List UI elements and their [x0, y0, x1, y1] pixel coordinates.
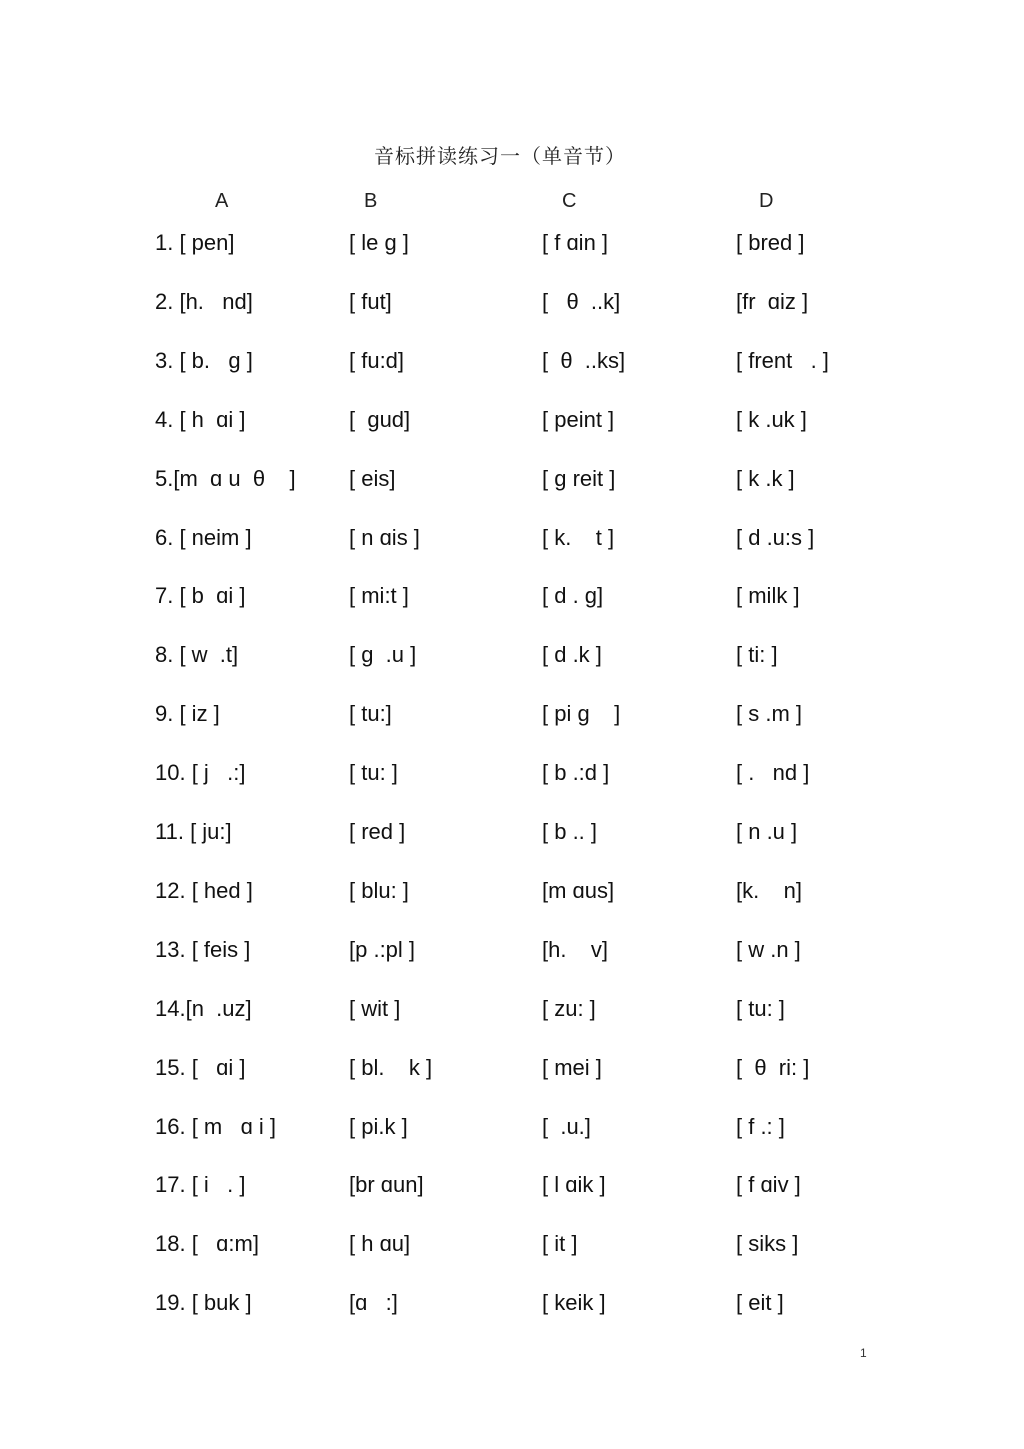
table-row [0, 466, 1024, 506]
cell-d: [ milk ] [736, 583, 800, 608]
table-row [0, 1055, 1024, 1095]
cell-b: [ ɡ .u ] [349, 642, 417, 667]
cell-b: [p .:pl ] [349, 937, 416, 962]
table-row [0, 1231, 1024, 1271]
table-row [0, 642, 1024, 682]
cell-b: [ fu:d] [349, 348, 405, 373]
cell-a: 15. [ ɑi ] [155, 1055, 246, 1080]
table-row [0, 230, 1024, 270]
cell-a: 14.[n .uz] [155, 996, 252, 1021]
cell-d: [ k .k ] [736, 466, 795, 491]
cell-d: [ bred ] [736, 230, 805, 255]
page-title: 音标拼读练习一（单音节） [374, 144, 626, 168]
cell-d: [ k .uk ] [736, 407, 807, 432]
table-row [0, 1172, 1024, 1212]
cell-c: [ keik ] [542, 1290, 606, 1315]
cell-a: 4. [ h ɑi ] [155, 407, 246, 432]
cell-c: [ k. t ] [542, 525, 615, 550]
cell-c: [ l ɑik ] [542, 1172, 606, 1197]
cell-d: [ d .u:s ] [736, 525, 815, 550]
cell-c: [ b .. ] [542, 819, 598, 844]
cell-a: 17. [ i . ] [155, 1172, 246, 1197]
cell-b: [ɑ :] [349, 1290, 398, 1315]
table-row [0, 289, 1024, 329]
table-row [0, 525, 1024, 565]
cell-b: [ fut] [349, 289, 392, 314]
cell-b: [ pi.k ] [349, 1114, 408, 1139]
cell-c: [ θ ..ks] [542, 348, 626, 373]
table-row [0, 1290, 1024, 1330]
table-row [0, 407, 1024, 447]
cell-b: [ bl. k ] [349, 1055, 433, 1080]
cell-d: [ frent . ] [736, 348, 829, 373]
column-header-a: A [215, 190, 229, 212]
cell-a: 18. [ ɑ:m] [155, 1231, 259, 1256]
cell-d: [ θ ri: ] [736, 1055, 810, 1080]
column-header-c: C [562, 190, 577, 212]
cell-b: [ h ɑu] [349, 1231, 411, 1256]
cell-d: [ ti: ] [736, 642, 778, 667]
table-row [0, 819, 1024, 859]
cell-c: [ ɡ reit ] [542, 466, 616, 491]
cell-c: [ d .k ] [542, 642, 602, 667]
cell-d: [ s .m ] [736, 701, 802, 726]
cell-d: [ . nd ] [736, 760, 810, 785]
table-row [0, 996, 1024, 1036]
cell-a: 6. [ neim ] [155, 525, 252, 550]
cell-d: [ siks ] [736, 1231, 799, 1256]
cell-c: [ mei ] [542, 1055, 602, 1080]
cell-b: [ ɡud] [349, 407, 411, 432]
cell-b: [br ɑun] [349, 1172, 424, 1197]
cell-a: 8. [ w .t] [155, 642, 239, 667]
cell-a: 16. [ m ɑ i ] [155, 1114, 277, 1139]
column-header-d: D [759, 190, 774, 212]
cell-b: [ red ] [349, 819, 406, 844]
cell-a: 10. [ j .:] [155, 760, 246, 785]
cell-c: [ pi ɡ ] [542, 701, 621, 726]
cell-b: [ mi:t ] [349, 583, 409, 608]
cell-a: 5.[m ɑ u θ ] [155, 466, 296, 491]
column-header-b: B [364, 190, 378, 212]
cell-b: [ eis] [349, 466, 396, 491]
cell-c: [ θ ..k] [542, 289, 621, 314]
cell-d: [ tu: ] [736, 996, 785, 1021]
page-number: 1 [860, 1346, 867, 1360]
table-row [0, 937, 1024, 977]
cell-d: [ n .u ] [736, 819, 798, 844]
cell-b: [ le ɡ ] [349, 230, 409, 255]
cell-a: 13. [ feis ] [155, 937, 251, 962]
cell-d: [ eit ] [736, 1290, 784, 1315]
table-row [0, 701, 1024, 741]
cell-c: [ zu: ] [542, 996, 596, 1021]
table-row [0, 760, 1024, 800]
cell-c: [ f ɑin ] [542, 230, 609, 255]
table-row [0, 583, 1024, 623]
cell-a: 9. [ iz ] [155, 701, 220, 726]
cell-b: [ n ɑis ] [349, 525, 420, 550]
cell-b: [ tu: ] [349, 760, 398, 785]
cell-c: [m ɑus] [542, 878, 615, 903]
cell-c: [ b .:d ] [542, 760, 610, 785]
cell-c: [ .u.] [542, 1114, 591, 1139]
cell-c: [h. v] [542, 937, 609, 962]
cell-b: [ tu:] [349, 701, 392, 726]
cell-a: 19. [ buk ] [155, 1290, 252, 1315]
cell-d: [ w .n ] [736, 937, 801, 962]
cell-d: [ f .: ] [736, 1114, 785, 1139]
cell-a: 1. [ pen] [155, 230, 235, 255]
cell-d: [ f ɑiv ] [736, 1172, 801, 1197]
table-row [0, 1114, 1024, 1154]
cell-c: [ d . ɡ] [542, 583, 604, 608]
cell-b: [ wit ] [349, 996, 401, 1021]
cell-a: 2. [h. nd] [155, 289, 253, 314]
cell-b: [ blu: ] [349, 878, 409, 903]
cell-a: 12. [ hed ] [155, 878, 253, 903]
table-row [0, 348, 1024, 388]
cell-a: 11. [ ju:] [155, 819, 232, 844]
cell-c: [ it ] [542, 1231, 578, 1256]
cell-a: 7. [ b ɑi ] [155, 583, 246, 608]
cell-d: [k. n] [736, 878, 803, 903]
cell-c: [ peint ] [542, 407, 615, 432]
cell-d: [fr ɑiz ] [736, 289, 809, 314]
table-row [0, 878, 1024, 918]
cell-a: 3. [ b. ɡ ] [155, 348, 253, 373]
